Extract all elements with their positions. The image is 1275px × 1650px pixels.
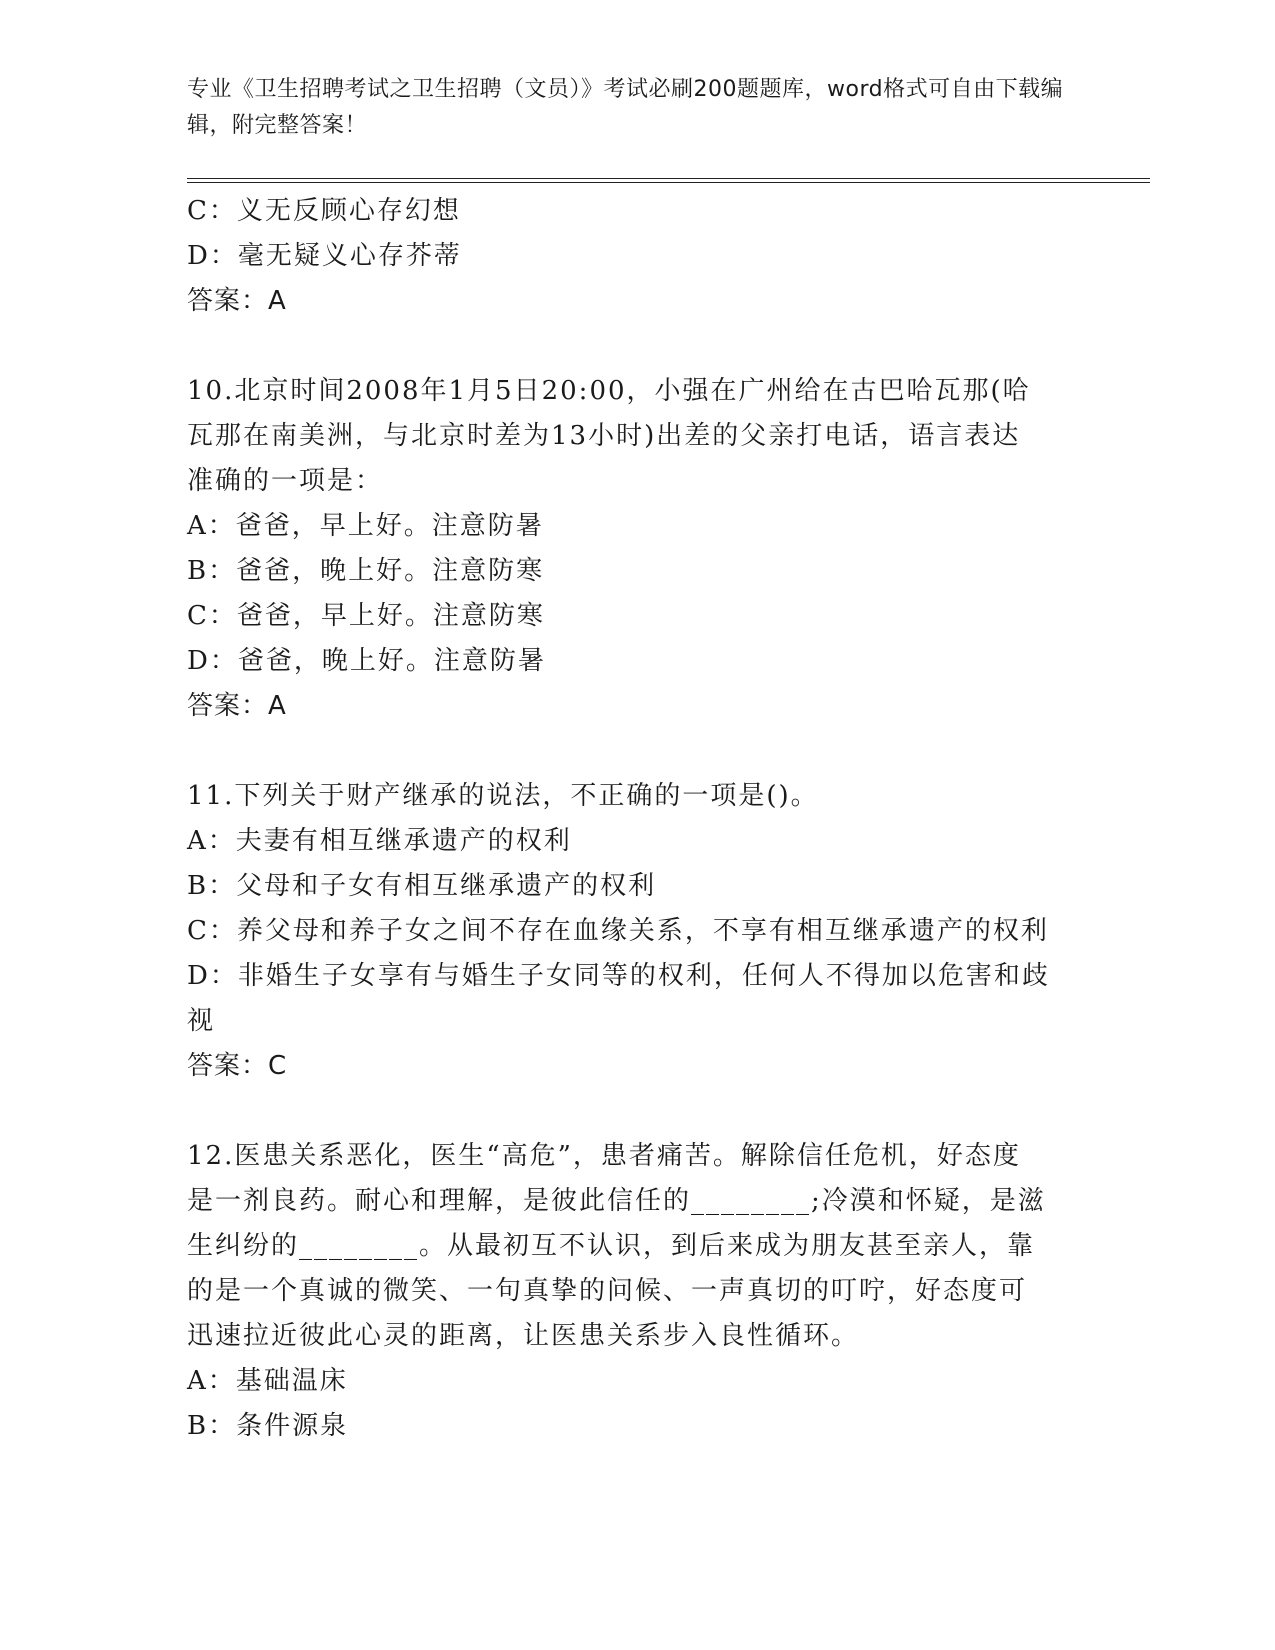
question-text: 12.医患关系恶化，医生“高危”，患者痛苦。解除信任危机，好态度	[187, 1141, 1021, 1171]
option-line: C：爸爸，早上好。注意防寒	[187, 601, 545, 631]
question-text: 11.下列关于财产继承的说法，不正确的一项是()。	[187, 781, 819, 811]
question-text: 是一剂良药。耐心和理解，是彼此信任的________;冷漠和怀疑，是滋	[187, 1186, 1046, 1216]
option-line: C：养父母和养子女之间不存在血缘关系，不享有相互继承遗产的权利	[187, 916, 1049, 946]
answer-line: 答案：A	[187, 691, 287, 721]
option-line: A：基础温床	[187, 1366, 348, 1396]
spacer	[187, 324, 1067, 369]
option-line: B：条件源泉	[187, 1411, 349, 1441]
option-line: B：父母和子女有相互继承遗产的权利	[187, 871, 657, 901]
question-block-10	[187, 369, 1067, 729]
question-block-11	[187, 774, 1067, 1089]
option-line: 视	[187, 1006, 216, 1036]
answer-line: 答案：A	[187, 286, 287, 316]
header-rule-bottom	[187, 182, 1150, 183]
question-text: 10.北京时间2008年1月5日20:00，小强在广州给在古巴哈瓦那(哈	[187, 376, 1031, 406]
option-line: A：夫妻有相互继承遗产的权利	[187, 826, 572, 856]
option-line: D：毫无疑义心存芥蒂	[187, 241, 462, 271]
question-text: 迅速拉近彼此心灵的距离，让医患关系步入良性循环。	[187, 1321, 860, 1351]
header-rule-top	[187, 178, 1150, 179]
question-text: 瓦那在南美洲，与北京时差为13小时)出差的父亲打电话，语言表达	[187, 421, 1021, 451]
question-block-9	[187, 189, 1067, 324]
option-line: D：爸爸，晚上好。注意防暑	[187, 646, 546, 676]
question-block-12	[187, 1134, 1067, 1449]
question-list	[187, 189, 1067, 1449]
option-line: C：义无反顾心存幻想	[187, 196, 461, 226]
question-text: 的是一个真诚的微笑、一句真挚的问候、一声真切的叮咛，好态度可	[187, 1276, 1028, 1306]
option-line: B：爸爸，晚上好。注意防寒	[187, 556, 545, 586]
spacer	[187, 1089, 1067, 1134]
question-text: 生纠纷的________。从最初互不认识，到后来成为朋友甚至亲人，靠	[187, 1231, 1036, 1261]
option-line: A：爸爸，早上好。注意防暑	[187, 511, 544, 541]
option-line: D：非婚生子女享有与婚生子女同等的权利，任何人不得加以危害和歧	[187, 961, 1050, 991]
answer-line: 答案：C	[187, 1051, 288, 1081]
document-header: 专业《卫生招聘考试之卫生招聘（文员）》考试必刷200题题库，word格式可自由下载编辑，附完整答案！	[187, 77, 1064, 138]
spacer	[187, 729, 1067, 774]
question-text: 准确的一项是：	[187, 466, 384, 496]
